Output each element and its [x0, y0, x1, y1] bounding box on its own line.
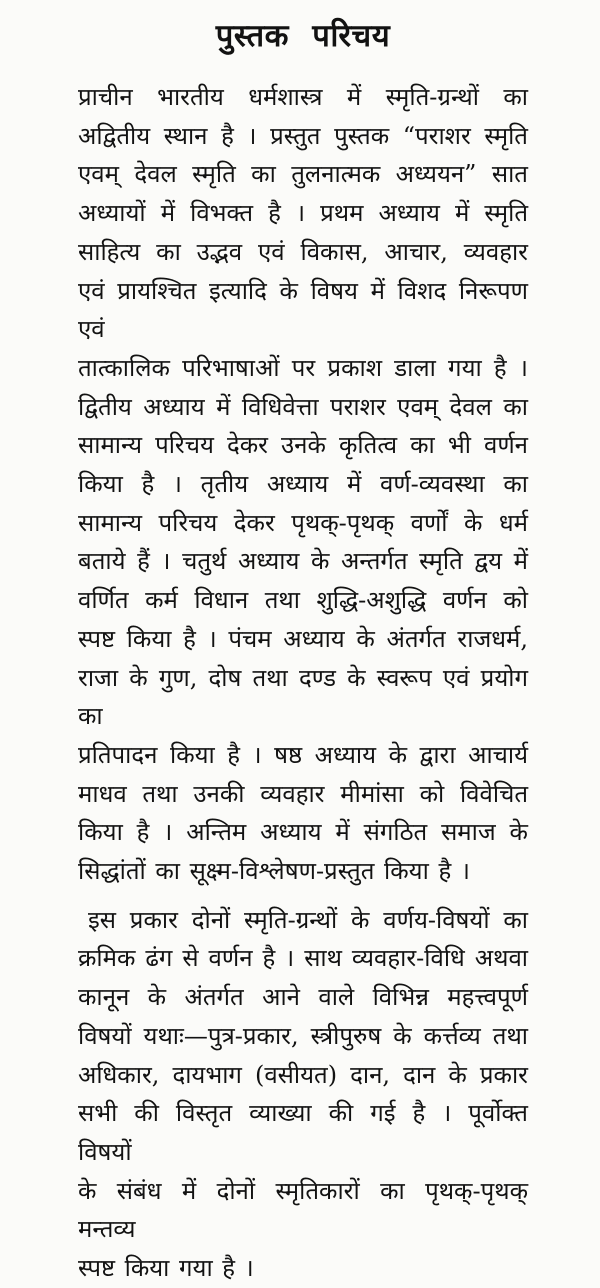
text-line: स्पष्ट किया गया है ।	[78, 1254, 254, 1283]
text-line: विषयों यथाः—पुत्र-प्रकार, स्त्रीपुरुष के कर्त्तव्य तथा	[78, 1021, 528, 1050]
page-body	[78, 78, 528, 1288]
text-line: प्रतिपादन किया है । षष्ठ अध्याय के द्वारा आचार्य	[78, 740, 528, 769]
text-line: स्पष्ट किया है । पंचम अध्याय के अंतर्गत राजधर्म,	[78, 624, 528, 653]
text-line: द्वितीय अध्याय में विधिवेत्ता पराशर एवम् देवल का	[78, 392, 528, 421]
paragraph	[78, 901, 528, 1288]
text-line: माधव तथा उनकी व्यवहार मीमांसा को विवेचित	[78, 779, 528, 808]
text-line: सभी की विस्तृत व्याख्या की गई है । पूर्वोक्त विषयों	[78, 1099, 528, 1166]
text-line: प्राचीन भारतीय धर्मशास्त्र में स्मृति-ग्रन्थों का	[78, 83, 528, 111]
text-line: इस प्रकार दोनों स्मृति-ग्रन्थों के वर्णय-विषयों का	[88, 905, 528, 934]
text-line: राजा के गुण, दोष तथा दण्ड के स्वरूप एवं प्रयोग का	[78, 663, 528, 731]
text-line: अध्यायों में विभक्त है । प्रथम अध्याय में स्मृति	[78, 199, 528, 228]
text-line: एवम् देवल स्मृति का तुलनात्मक अध्ययन” सात	[78, 160, 528, 189]
text-line: अधिकार, दायभाग (वसीयत) दान, दान के प्रकार	[78, 1060, 528, 1089]
paragraph	[78, 78, 528, 891]
page-title: पुस्तक परिचय	[215, 18, 391, 54]
text-line: किया है । अन्तिम अध्याय में संगठित समाज के	[78, 818, 528, 847]
text-line: सिद्धांतों का सूक्ष्म-विश्लेषण-प्रस्तुत किया है ।	[78, 857, 470, 886]
text-line: अद्वितीय स्थान है । प्रस्तुत पुस्तक “पराशर स्मृति	[78, 121, 528, 150]
text-line: वर्णित कर्म विधान तथा शुद्धि-अशुद्धि वर्णन को	[78, 586, 528, 615]
text-line: किया है । तृतीय अध्याय में वर्ण-व्यवस्था का	[78, 470, 528, 499]
text-line: कानून के अंतर्गत आने वाले विभिन्न महत्त्वपूर्ण	[78, 983, 528, 1012]
text-line: बताये हैं । चतुर्थ अध्याय के अन्तर्गत स्मृति द्वय में	[78, 547, 528, 576]
text-line: साहित्य का उद्भव एवं विकास, आचार, व्यवहार	[78, 237, 528, 266]
text-line: के संबंध में दोनों स्मृतिकारों का पृथक्-पृथक् मन्तव्य	[78, 1176, 528, 1244]
text-line: क्रमिक ढंग से वर्णन है । साथ व्यवहार-विधि अथवा	[78, 944, 528, 973]
text-line: तात्कालिक परिभाषाओं पर प्रकाश डाला गया है ।	[78, 353, 528, 382]
text-line: एवं प्रायश्चित इत्यादि के विषय में विशद निरूपण एवं	[78, 276, 528, 344]
text-line: सामान्य परिचय देकर पृथक्-पृथक् वर्णों के धर्म	[78, 508, 528, 537]
text-line: सामान्य परिचय देकर उनके कृतित्व का भी वर्णन	[78, 431, 528, 460]
